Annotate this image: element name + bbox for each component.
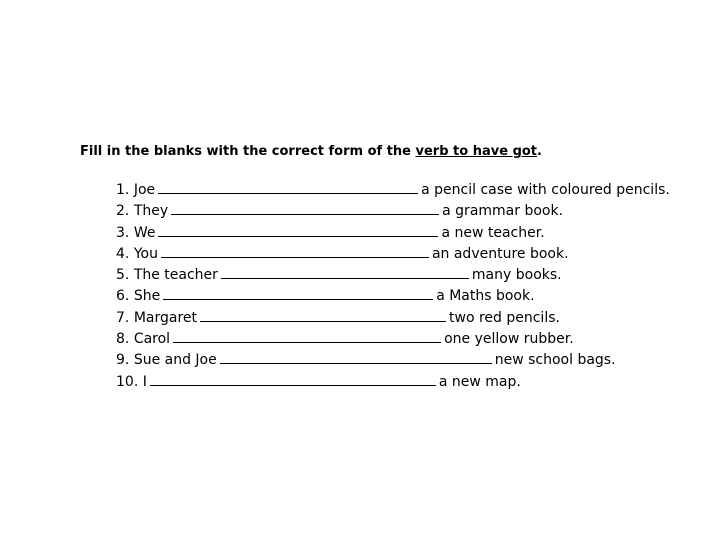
answer-blank[interactable] [163,285,433,300]
item-number: 8. [116,331,130,348]
item-number: 7. [116,309,130,326]
exercise-item-4 [116,243,670,264]
answer-blank[interactable] [173,328,441,343]
item-subject: Sue and Joe [133,352,217,369]
answer-blank[interactable] [150,371,436,386]
answer-blank[interactable] [158,222,438,237]
answer-blank[interactable] [221,264,469,279]
item-number: 4. [116,245,130,262]
item-completion: one yellow rubber. [444,331,574,348]
answer-blank[interactable] [161,243,429,258]
item-subject: She [133,288,161,305]
item-number: 5. [116,267,130,284]
exercise-item-6 [116,285,670,306]
item-number: 9. [116,352,130,369]
instruction-suffix: . [537,144,542,159]
item-completion: a grammar book. [442,203,564,220]
exercise-item-1 [116,179,670,200]
instruction-prefix: Fill in the blanks with the correct form of the [80,144,416,159]
item-subject: Margaret [133,309,197,326]
item-number: 2. [116,203,130,220]
instruction-emphasis: verb to have got [415,144,538,159]
item-completion: new school bags. [494,352,616,369]
item-subject: They [133,203,169,220]
item-number: 1. [116,182,130,198]
item-number: 3. [116,224,130,241]
item-completion: a Maths book. [436,288,535,305]
exercise-item-5 [116,264,670,285]
item-subject: The teacher [133,267,218,284]
answer-blank[interactable] [220,349,492,364]
exercise-item-7 [116,307,670,328]
exercise-item-8 [116,328,670,349]
item-completion: a pencil case with coloured pencils. [421,182,670,198]
item-subject: Joe [133,182,156,198]
item-number: 10. [116,373,139,390]
item-completion: an adventure book. [431,245,569,262]
answer-blank[interactable] [171,200,439,215]
item-completion: a new teacher. [441,224,545,241]
item-subject: I [142,373,147,390]
item-completion: a new map. [438,373,521,390]
instruction-text [80,142,542,162]
exercise-item-3 [116,222,670,243]
item-number: 6. [116,288,130,305]
item-subject: Carol [133,331,171,348]
answer-blank[interactable] [200,307,446,322]
exercise-item-10 [116,371,670,392]
answer-blank[interactable] [158,179,418,194]
item-subject: You [133,245,158,262]
item-completion: many books. [471,267,562,284]
item-completion: two red pencils. [449,309,560,326]
exercise-item-2 [116,200,670,221]
exercise-list [116,179,670,392]
exercise-item-9 [116,349,670,370]
item-subject: We [133,224,156,241]
